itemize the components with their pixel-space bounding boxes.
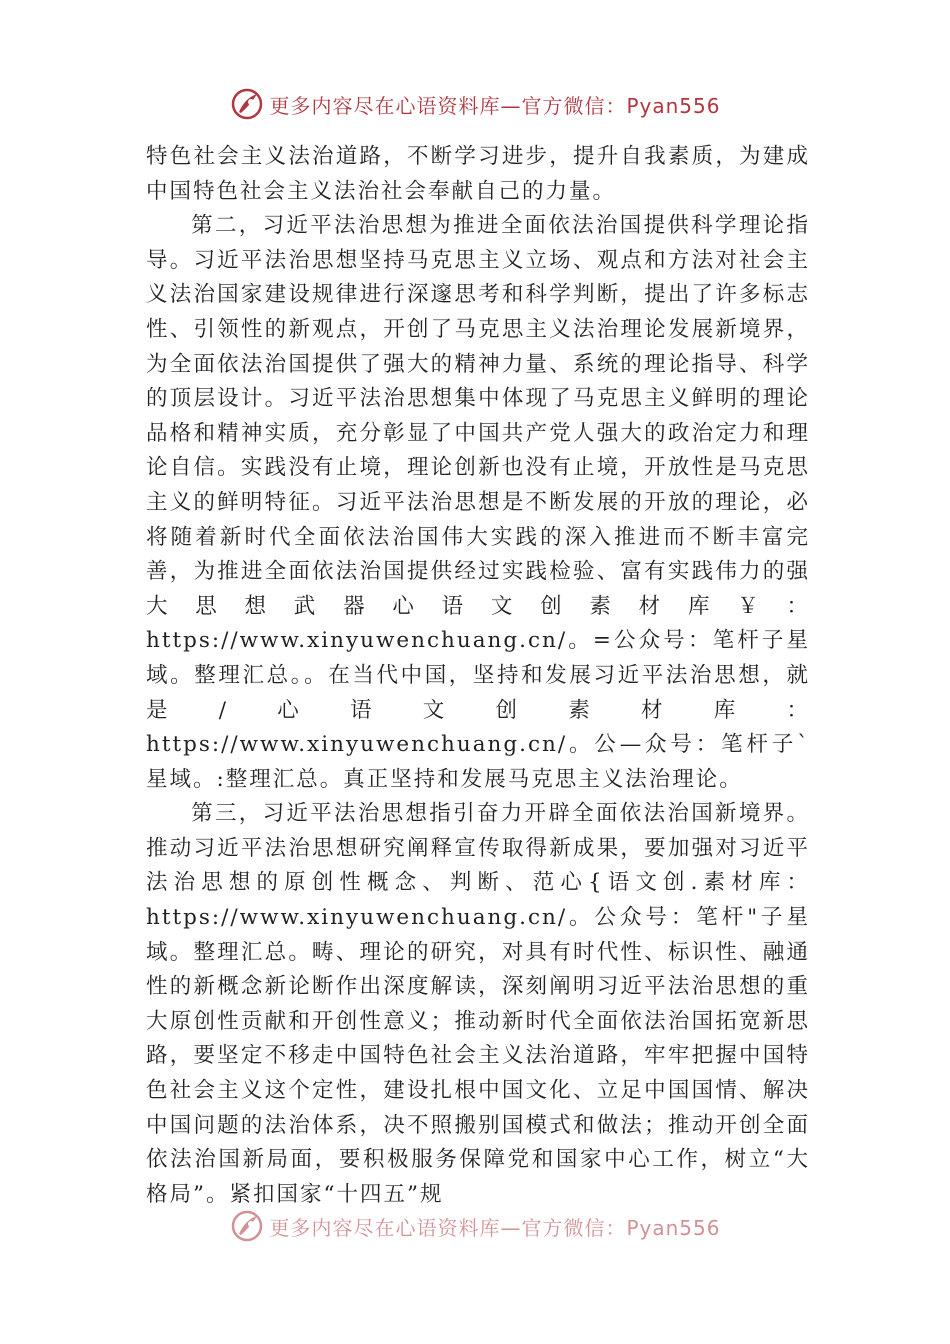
brush-logo-icon: [229, 1208, 265, 1244]
footer-watermark: [0, 1206, 950, 1246]
footer-watermark-text: 更多内容尽在心语资料库—官方微信：Pyan556: [269, 1215, 721, 1240]
header-watermark-text: 更多内容尽在心语资料库—官方微信：Pyan556: [269, 93, 721, 118]
paragraph-second-point: 第二，习近平法治思想为推进全面依法治国提供科学理论指导。习近平法治思想坚持马克思主义立场、观点和方法对社会主义法治国家建设规律进行深邃思考和科学判断，提出了许多标志性、引领性的新观点，开创了马克思主义法治理论发展新境界，为全面依法治国提供了强大的精神力量、系统的理论指导、科学的顶层设计。习近平法治思想集中体现了马克思主义鲜明的理论品格和精神实质，充分彰显了中国共产党人强大的政治定力和理论自信。实践没有止境，理论创新也没有止境，开放性是马克思主义的鲜明特征。习近平法治思想是不断发展的开放的理论，必将随着新时代全面依法治国伟大实践的深入推进而不断丰富完善，为推进全面依法治国提供经过实践检验、富有实践伟力的强大思想武器心语文创素材库￥：https://www.xinyuwenchuang.cn/。=公众号：笔杆子星域。整理汇总。。在当代中国，坚持和发展习近平法治思想，就是/心语文创素材库：https://www.xinyuwenchuang.cn/。公—众号：笔杆子`星域。:整理汇总。真正坚持和发展马克思主义法治理论。: [146, 213, 810, 792]
paragraph-continuation: 特色社会主义法治道路，不断学习进步，提升自我素质，为建成中国特色社会主义法治社会奉献自己的力量。: [146, 144, 810, 204]
document-body: [146, 140, 810, 1212]
header-watermark: [0, 84, 950, 124]
brush-logo-icon: [229, 86, 265, 122]
paragraph-third-point: 第三，习近平法治思想指引奋力开辟全面依法治国新境界。推动习近平法治思想研究阐释宣传取得新成果，要加强对习近平法治思想的原创性概念、判断、范心{语文创.素材库：https://www.xinyuwenchuang.cn/。公众号：笔杆"子星域。整理汇总。畴、理论的研究，对具有时代性、标识性、融通性的新概念新论断作出深度解读，深刻阐明习近平法治思想的重大原创性贡献和开创性意义；推动新时代全面依法治国拓宽新思路，要坚定不移走中国特色社会主义法治道路，牢牢把握中国特色社会主义这个定性，建设扎根中国文化、立足中国国情、解决中国问题的法治体系，决不照搬别国模式和做法；推动开创全面依法治国新局面，要积极服务保障党和国家中心工作，树立“大格局”。紧扣国家“十四五”规: [146, 801, 810, 1207]
